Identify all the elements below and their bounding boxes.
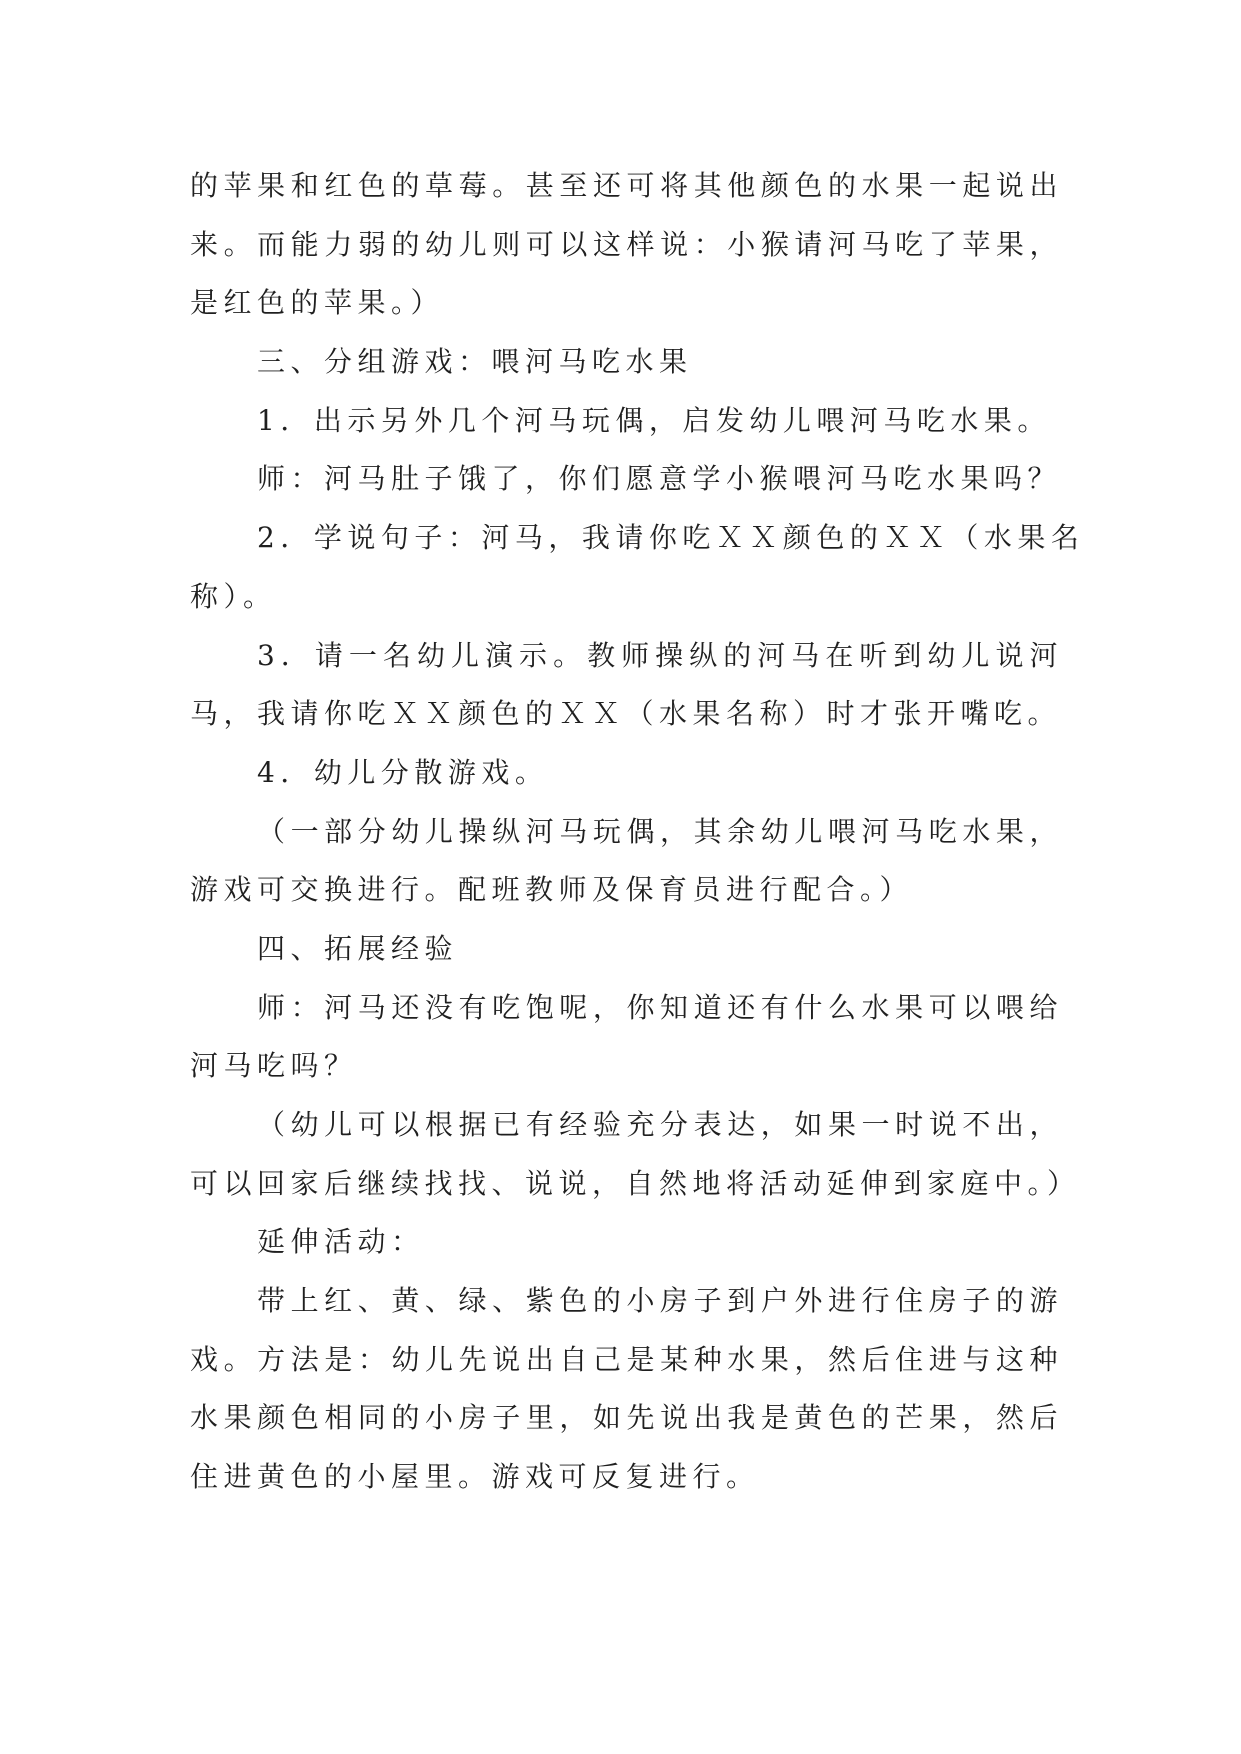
text-line: 可以回家后继续找找、说说，自然地将活动延伸到家庭中。） — [190, 1166, 1081, 1200]
text-line: 马，我请你吃ＸＸ颜色的ＸＸ（水果名称）时才张开嘴吃。 — [190, 697, 1062, 731]
text-line: 师：河马肚子饿了，你们愿意学小猴喂河马吃水果吗？ — [257, 462, 1062, 496]
text-line: （一部分幼儿操纵河马玩偶，其余幼儿喂河马吃水果， — [257, 814, 1063, 848]
text-line: 河马吃吗？ — [190, 1049, 358, 1083]
text-line: 来。而能力弱的幼儿则可以这样说：小猴请河马吃了苹果， — [190, 227, 1063, 261]
text-line: 4．幼儿分散游戏。 — [257, 755, 549, 789]
section-heading: 延伸活动： — [257, 1225, 425, 1259]
text-line: 师：河马还没有吃饱呢，你知道还有什么水果可以喂给 — [257, 990, 1063, 1024]
text-line: 称）。 — [190, 579, 277, 613]
text-line: 游戏可交换进行。配班教师及保育员进行配合。） — [190, 873, 914, 907]
text-line: 的苹果和红色的草莓。甚至还可将其他颜色的水果一起说出 — [190, 169, 1063, 202]
text-line: 带上红、黄、绿、紫色的小房子到户外进行住房子的游 — [257, 1284, 1063, 1318]
text-line: 1．出示另外几个河马玩偶，启发幼儿喂河马吃水果。 — [257, 403, 1051, 437]
document-body — [190, 157, 1085, 1507]
text-line: （幼儿可以根据已有经验充分表达，如果一时说不出， — [257, 1108, 1063, 1141]
text-line: 3．请一名幼儿演示。教师操纵的河马在听到幼儿说河 — [257, 638, 1063, 672]
text-line: 水果颜色相同的小房子里，如先说出我是黄色的芒果，然后 — [190, 1401, 1063, 1435]
text-line: 住进黄色的小屋里。游戏可反复进行。 — [190, 1460, 760, 1494]
section-heading: 三、分组游戏：喂河马吃水果 — [257, 345, 693, 379]
text-line: 戏。方法是：幼儿先说出自己是某种水果，然后住进与这种 — [190, 1342, 1063, 1376]
text-line: 是红色的苹果。） — [190, 286, 445, 320]
section-heading: 四、拓展经验 — [257, 931, 459, 965]
text-line: 2．学说句子：河马，我请你吃ＸＸ颜色的ＸＸ（水果名 — [257, 521, 1085, 555]
